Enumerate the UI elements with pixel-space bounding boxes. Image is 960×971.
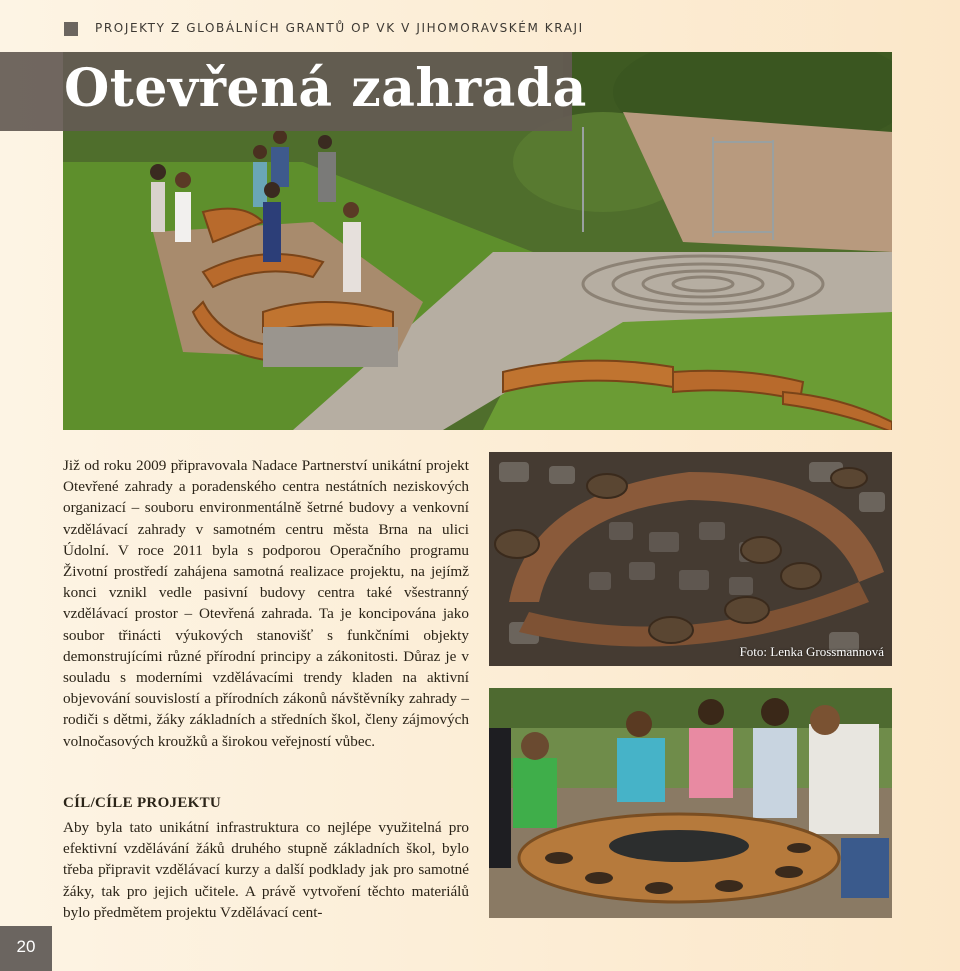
running-header: PROJEKTY Z GLOBÁLNÍCH GRANTŮ OP VK V JIHOMORAVSKÉM KRAJI bbox=[95, 21, 584, 35]
page-number: 20 bbox=[16, 937, 36, 956]
intro-paragraph: Již od roku 2009 připravovala Nadace Partnerství unikátní projekt Otevřené zahrady a poradenského centra nestátních neziskových organizací – souboru environmentálně šetrné budovy a venkovní vzdělávací zahrady v samotném centru města Brna na ulici Údolní. V roce 2011 byla s podporou Operačního programu Životní prostředí zahájena samotná realizace projektu, na jejímž konci vznikl vedle pasivní budovy centra také všestranný vzdělávací prostor – Otevřená zahrada. Ta je koncipována jako soubor třinácti výukových stanovišť s funkčními objekty demonstrujícími různé přírodní principy a zákonitosti. Důraz je v souladu s moderními vzdělávacími trendy kladen na aktivní objevování souvislostí a přírodních zákonů návštěvníky zahrady – rodiči s dětmi, žáky základních a středních škol, členy zájmových volnočasových kroužků a širokou veřejností vůbec. bbox=[63, 457, 469, 750]
goals-heading: CÍL/CÍLE PROJEKTU bbox=[63, 795, 222, 811]
header-marker bbox=[64, 22, 78, 36]
photo-children-table bbox=[489, 688, 892, 918]
photo-stone-circle bbox=[489, 452, 892, 666]
goals-paragraph: Aby byla tato unikátní infrastruktura co nejlépe využitelná pro efektivní vzdělávání žáků druhého stupně základních škol, bylo třeba připravit vzdělávací kurzy a další podklady jak pro samotné žáky, tak pro jejich učitele. A právě vytvoření těchto materiálů bylo předmětem projektu Vzdělávací cent- bbox=[63, 819, 469, 921]
photo-credit: Foto: Lenka Grossmannová bbox=[739, 644, 884, 659]
article-title: Otevřená zahrada bbox=[64, 58, 587, 119]
page-number-box bbox=[0, 926, 52, 971]
